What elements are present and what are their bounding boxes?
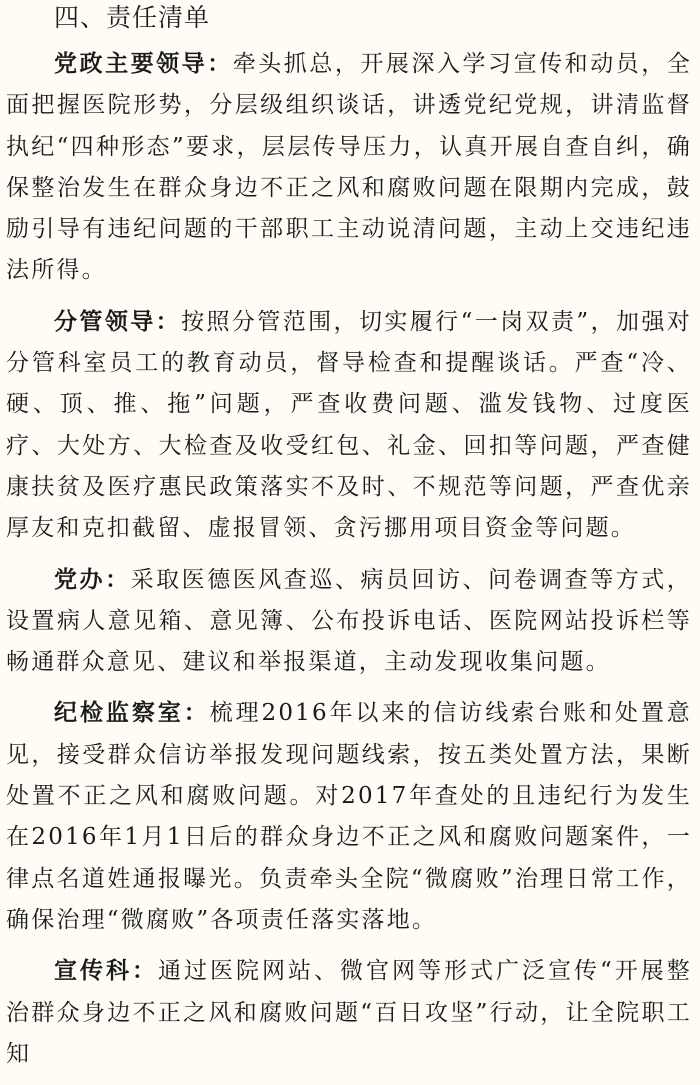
- paragraph-lead: 纪检监察室：: [54, 700, 210, 727]
- paragraph-lead: 党办：: [54, 566, 131, 593]
- paragraph-supervising-leaders: [6, 302, 692, 550]
- paragraph-text: 按照分管范围，切实履行“一岗双责”，加强对分管科室员工的教育动员，督导检查和提醒谈话。严查“冷、硬、顶、推、拖”问题，严查收费问题、滥发钱物、过度医疗、大处方、大检查及收受红包、礼金、回扣等问题，严查健康扶贫及医疗惠民政策落实不及时、不规范等问题，严查优亲厚友和克扣截留、虚报冒领、贪污挪用项目资金等问题。: [6, 308, 693, 542]
- paragraph-text: 牵头抓总，开展深入学习宣传和动员，全面把握医院形势，分层级组织谈话，讲透党纪党规，讲清监督执纪“四种形态”要求，层层传导压力，认真开展自查自纠，确保整治发生在群众身边不正之风和腐败问题在限期内完成，鼓励引导有违纪问题的干部职工主动说清问题，主动上交违纪违法所得。: [6, 51, 692, 284]
- paragraph-text: 梳理2016年以来的信访线索台账和处置意见，接受群众信访举报发现问题线索，按五类处置方法，果断处置不正之风和腐败问题。对2017年查处的且违纪行为发生在2016年1月1日后的群众身边不正之风和腐败问题案件，一律点名道姓通报曝光。负责牵头全院“微腐败”治理日常工作，确保治理“微腐败”各项责任落实落地。: [6, 700, 692, 933]
- paragraph-publicity-department: [6, 951, 692, 1075]
- paragraph-party-leaders: [6, 44, 692, 292]
- paragraph-party-office: [6, 560, 692, 684]
- section-heading: 四、责任清单: [54, 3, 211, 32]
- paragraph-text: 通过医院网站、微官网等形式广泛宣传“开展整治群众身边不正之风和腐败问题“百日攻坚”行动，让全院职工知: [6, 958, 692, 1067]
- paragraph-lead: 宣传科：: [54, 958, 159, 985]
- paragraph-lead: 分管领导：: [54, 308, 182, 335]
- document-page: [6, 0, 692, 1085]
- paragraph-text: 采取医德医风查巡、病员回访、问卷调查等方式，设置病人意见箱、意见簿、公布投诉电话、医院网站投诉栏等畅通群众意见、建议和举报渠道，主动发现收集问题。: [6, 566, 692, 676]
- paragraph-lead: 党政主要领导：: [54, 51, 233, 77]
- paragraph-discipline-office: [6, 693, 692, 941]
